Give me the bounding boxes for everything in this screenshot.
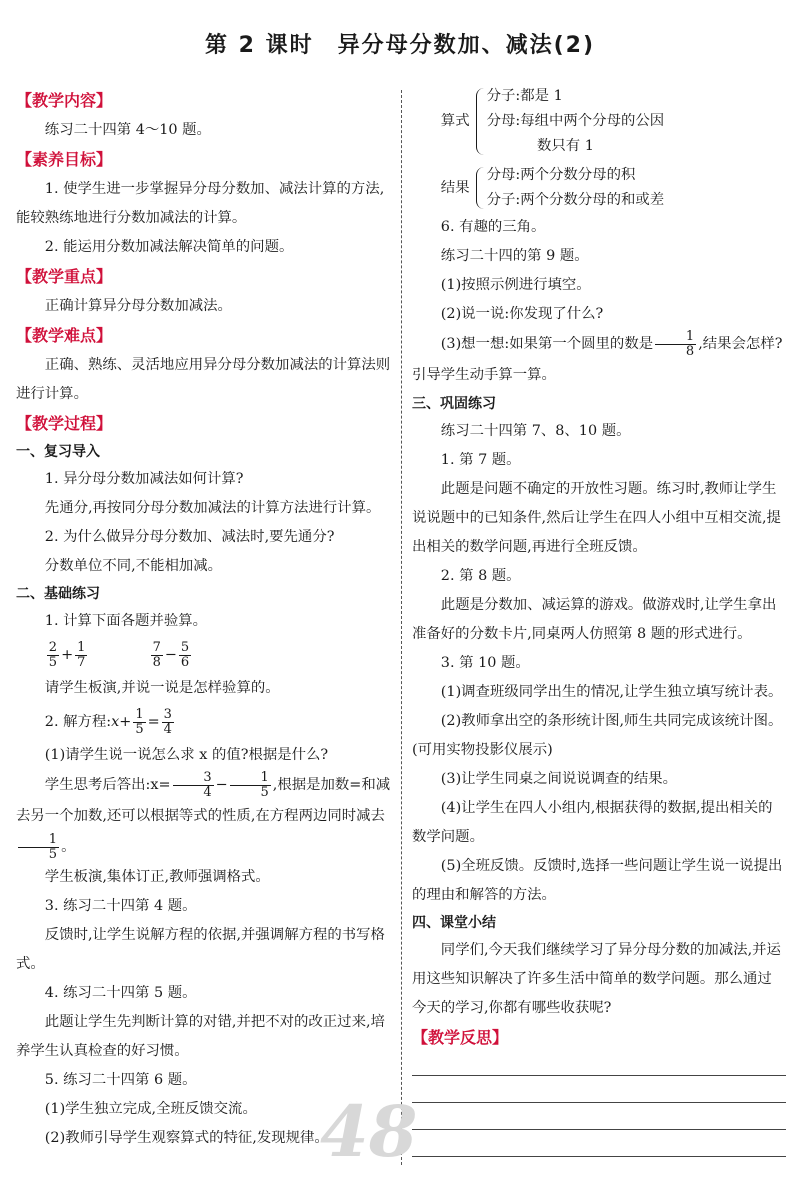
consolidate-1: 1. 第 7 题。 xyxy=(440,452,521,468)
writing-line[interactable] xyxy=(412,1075,786,1076)
consolidate-1-note: 此题是问题不确定的开放性习题。练习时,教师让学生说说题中的已知条件,然后让学生在四人小组中互相交流,提出相关的数学问题,再进行全班反馈。 xyxy=(412,481,781,555)
column-divider xyxy=(401,90,402,1165)
reflection-lines xyxy=(412,1075,786,1157)
formula-brace xyxy=(412,84,786,159)
fraction: $\frac{3}{4}$ xyxy=(163,706,172,737)
equation-line: 2. 解方程:x+ $\frac{1}{5}$ = $\frac{3}{4}$ xyxy=(44,706,172,737)
writing-line[interactable] xyxy=(412,1102,786,1103)
basic-3-note: 反馈时,让学生说解方程的依据,并强调解方程的书写格式。 xyxy=(16,927,385,972)
page-number: 48 xyxy=(320,1090,418,1173)
result-label: 结果 xyxy=(440,179,470,196)
key-heading: 【教学重点】 xyxy=(16,267,113,286)
key-text: 正确计算异分母分数加减法。 xyxy=(44,298,232,314)
calc-expressions xyxy=(16,636,396,674)
operator: − xyxy=(164,647,177,663)
review-heading: 一、复习导入 xyxy=(16,444,100,460)
summary-text: 同学们,今天我们继续学习了异分母分数的加减法,并运用这些知识解决了许多生活中简单的数学问题。那么通过今天的学习,你都有哪些收获呢? xyxy=(412,942,781,1016)
operator: + xyxy=(61,647,74,663)
item-6: 6. 有趣的三角。 xyxy=(440,219,546,235)
basic-1-note: 请学生板演,并说一说是怎样验算的。 xyxy=(44,680,280,696)
basic-1: 1. 计算下面各题并验算。 xyxy=(44,613,208,629)
basic-5: 5. 练习二十四第 6 题。 xyxy=(44,1072,197,1088)
basic-2-board: 学生板演,集体订正,教师强调格式。 xyxy=(44,869,270,885)
review-a1: 先通分,再按同分母分数加减法的计算方法进行计算。 xyxy=(44,500,381,516)
basic-2-answer: 学生思考后答出:x= $\frac{3}{4}$ − $\frac{1}{5}$ ,根据是加数=和减去另一个加数,还可以根据等式的性质,在方程两边同时减去 $\frac{1}{5}$ 。 xyxy=(16,769,391,862)
item-6-ref: 练习二十四的第 9 题。 xyxy=(440,248,589,264)
fraction: $\frac{1}{7}$ xyxy=(77,639,86,670)
review-q1: 1. 异分母分数加减法如何计算? xyxy=(44,471,244,487)
consolidate-3-1: (1)调查班级同学出生的情况,让学生独立填写统计表。 xyxy=(440,684,783,700)
consolidate-3-3: (3)让学生同桌之间说说调查的结果。 xyxy=(440,771,678,787)
basic-2-question: (1)请学生说一说怎么求 x 的值?根据是什么? xyxy=(44,747,329,763)
difficult-heading: 【教学难点】 xyxy=(16,326,113,345)
basic-3: 3. 练习二十四第 4 题。 xyxy=(44,898,197,914)
goal-2: 2. 能运用分数加减法解决简单的问题。 xyxy=(44,239,294,255)
goals-heading: 【素养目标】 xyxy=(16,150,113,169)
consolidate-3-5: (5)全班反馈。反馈时,选择一些问题让学生说一说提出的理由和解答的方法。 xyxy=(412,858,783,903)
difficult-text: 正确、熟练、灵活地应用异分母分数加减法的计算法则进行计算。 xyxy=(16,357,391,402)
content-heading: 【教学内容】 xyxy=(16,91,113,110)
basic-5-1: (1)学生独立完成,全班反馈交流。 xyxy=(44,1101,257,1117)
basic-5-2: (2)教师引导学生观察算式的特征,发现规律。 xyxy=(44,1130,329,1146)
basic-4-note: 此题让学生先判断计算的对错,并把不对的改正过来,培养学生认真检查的好习惯。 xyxy=(16,1014,385,1059)
right-column xyxy=(412,84,786,1157)
fraction: $\frac{2}{5}$ xyxy=(48,639,58,670)
item-6-3: (3)想一想:如果第一个圆里的数是 $\frac{1}{8}$ ,结果会怎样?引导学生动手算一算。 xyxy=(412,328,783,383)
result-2: 分子:两个分数分母的和或差 xyxy=(486,192,665,208)
goal-1: 1. 使学生进一步掌握异分母分数加、减法计算的方法,能较熟练地进行分数加减法的计算。 xyxy=(16,181,385,226)
content-text: 练习二十四第 4～10 题。 xyxy=(44,122,211,138)
result-1: 分母:两个分数分母的积 xyxy=(486,167,636,183)
basic-4: 4. 练习二十四第 5 题。 xyxy=(44,985,197,1001)
consolidate-2-note: 此题是分数加、减运算的游戏。做游戏时,让学生拿出准备好的分数卡片,同桌两人仿照第 8 题的形式进行。 xyxy=(412,597,777,642)
consolidate-3-4: (4)让学生在四人小组内,根据获得的数据,提出相关的数学问题。 xyxy=(412,800,773,845)
consolidate-3: 3. 第 10 题。 xyxy=(440,655,530,671)
item-6-2: (2)说一说:你发现了什么? xyxy=(440,306,604,322)
basic-heading: 二、基础练习 xyxy=(16,586,100,602)
process-heading: 【教学过程】 xyxy=(16,414,113,433)
reflection-heading: 【教学反思】 xyxy=(412,1028,509,1047)
item-6-1: (1)按照示例进行填空。 xyxy=(440,277,591,293)
fraction: $\frac{1}{5}$ xyxy=(135,706,144,737)
fraction: $\frac{5}{6}$ xyxy=(180,639,190,670)
consolidate-3-2: (2)教师拿出空的条形统计图,师生共同完成该统计图。(可用实物投影仪展示) xyxy=(412,713,783,758)
consolidate-ref: 练习二十四第 7、8、10 题。 xyxy=(440,423,631,439)
consolidate-2: 2. 第 8 题。 xyxy=(440,568,521,584)
left-column xyxy=(16,86,396,1153)
summary-heading: 四、课堂小结 xyxy=(412,915,496,931)
brace-icon xyxy=(476,88,485,155)
writing-line[interactable] xyxy=(412,1156,786,1157)
formula-label: 算式 xyxy=(440,113,470,129)
brace-icon xyxy=(476,167,485,209)
formula-1: 分子:都是 1 xyxy=(486,88,563,104)
fraction: $\frac{7}{8}$ xyxy=(152,639,161,670)
review-q2: 2. 为什么做异分母分数加、减法时,要先通分? xyxy=(44,529,335,545)
result-brace xyxy=(412,163,786,213)
review-a2: 分数单位不同,不能相加减。 xyxy=(44,558,223,574)
formula-3: 数只有 1 xyxy=(536,138,594,154)
writing-line[interactable] xyxy=(412,1129,786,1130)
page-title: 第 2 课时 异分母分数加、减法(2) xyxy=(204,33,596,58)
consolidate-heading: 三、巩固练习 xyxy=(412,396,496,412)
formula-2: 分母:每组中两个分母的公因 xyxy=(486,113,665,129)
